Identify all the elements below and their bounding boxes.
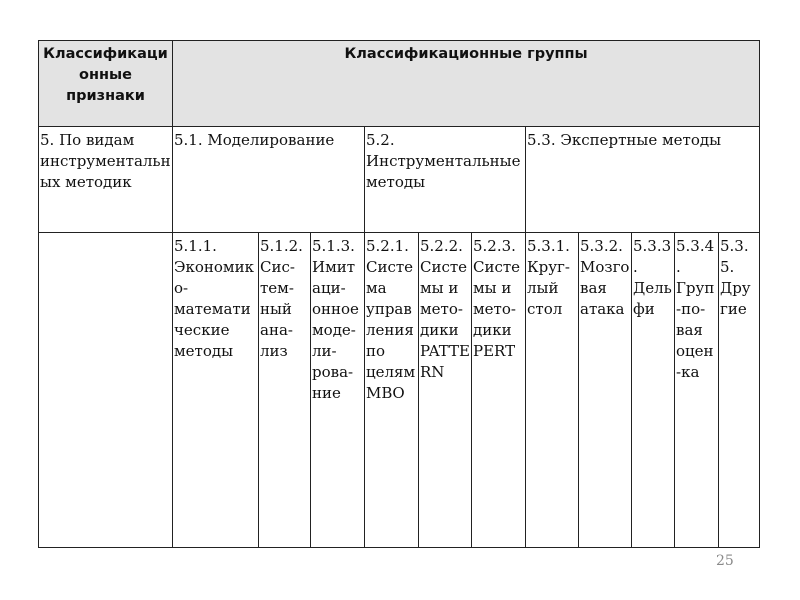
group-row [39, 127, 760, 233]
subgroup-cell: 5.3.4. Груп-по-вая оцен-ка [675, 233, 719, 548]
empty-cell [39, 233, 173, 548]
subgroup-cell: 5.3.1. Круг-лый стол [526, 233, 579, 548]
criterion-cell: 5. По видам инструментальных методик [39, 127, 173, 233]
subgroup-cell: 5.3.5. Другие [719, 233, 760, 548]
subgroup-cell: 5.1.3. Имит аци-онное моде-ли-рова-ние [311, 233, 365, 548]
subgroup-cell: 5.2.2. Системы и мето-дики PATTERN [419, 233, 472, 548]
header-criteria: Классификационные признаки [39, 41, 173, 127]
subgroup-cell: 5.2.1. Система управления по целям МВО [365, 233, 419, 548]
page-number: 25 [716, 553, 734, 569]
header-row [39, 41, 760, 127]
header-groups: Классификационные группы [173, 41, 760, 127]
subgroup-cell: 5.2.3. Системы и мето-дики PERT [472, 233, 526, 548]
subgroup-cell: 5.1.2. Сис-тем-ный ана-лиз [259, 233, 311, 548]
subgroup-cell: 5.3.2. Мозговая атака [579, 233, 632, 548]
group-expert: 5.3. Экспертные методы [526, 127, 760, 233]
subgroup-cell: 5.3.3. Дельфи [632, 233, 675, 548]
subgroup-row [39, 233, 760, 548]
classification-table [38, 40, 760, 548]
subgroup-cell: 5.1.1. Экономико-математические методы [173, 233, 259, 548]
group-modeling: 5.1. Моделирование [173, 127, 365, 233]
group-instrumental: 5.2. Инструментальные методы [365, 127, 526, 233]
